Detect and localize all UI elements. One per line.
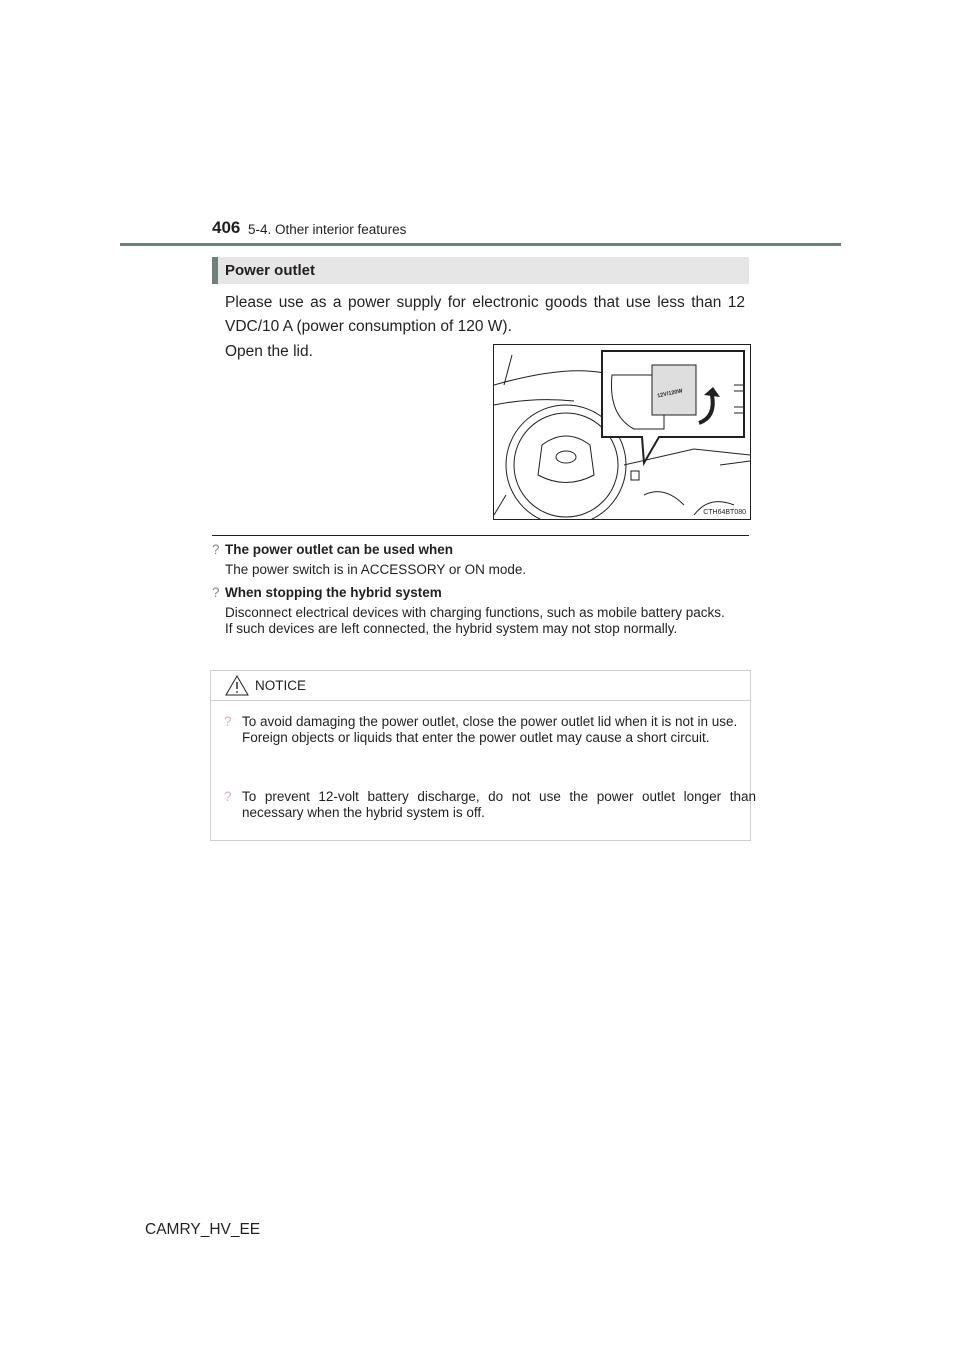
note-body: The power switch is in ACCESSORY or ON mode. [225,562,527,577]
power-outlet-intro: Please use as a power supply for electronic goods that use less than 12 VDC/10 A (power consumption of 120 W). [225,294,745,335]
notice-bullet: ? [224,789,232,804]
notice-text [242,714,756,746]
note-body-line: Disconnect electrical devices with charging functions, such as mobile battery packs. [225,605,725,620]
power-outlet-title: Power outlet [225,262,316,279]
note-heading: The power outlet can be used when [225,542,454,557]
note-heading: When stopping the hybrid system [225,585,442,600]
section-title: 5-4. Other interior features [248,222,407,237]
power-outlet-heading [212,257,749,284]
outlet-location-marker [631,471,639,480]
notice-text: To prevent 12-volt battery discharge, do not use the power outlet longer than necessary when the hybrid system is off. [242,789,756,820]
note-bullet: ? [212,585,220,600]
notice-text-line: Foreign objects or liquids that enter the power outlet may cause a short circuit. [242,730,710,745]
header-rule [120,243,841,246]
page-number: 406 [212,218,241,237]
step-open-lid: Open the lid. [225,343,313,360]
warning-triangle-icon [225,675,249,696]
section-divider [212,535,749,536]
notice-header [211,671,750,701]
figure-code: CTH64BT080 [703,509,746,516]
notice-box [210,670,756,841]
document-code: CAMRY_HV_EE [145,1221,261,1238]
heading-accent [212,257,218,284]
notice-text-line: To avoid damaging the power outlet, close the power outlet lid when it is not in use. [242,714,738,729]
notice-label: NOTICE [255,678,307,693]
note-body-line: If such devices are left connected, the hybrid system may not stop normally. [225,621,678,636]
lid-label: 12V/120W [656,388,684,400]
power-outlet-illustration [493,344,751,520]
dashboard-drawing [494,345,750,519]
notice-bullet: ? [224,714,232,729]
note-body [225,605,747,637]
note-bullet: ? [212,542,220,557]
